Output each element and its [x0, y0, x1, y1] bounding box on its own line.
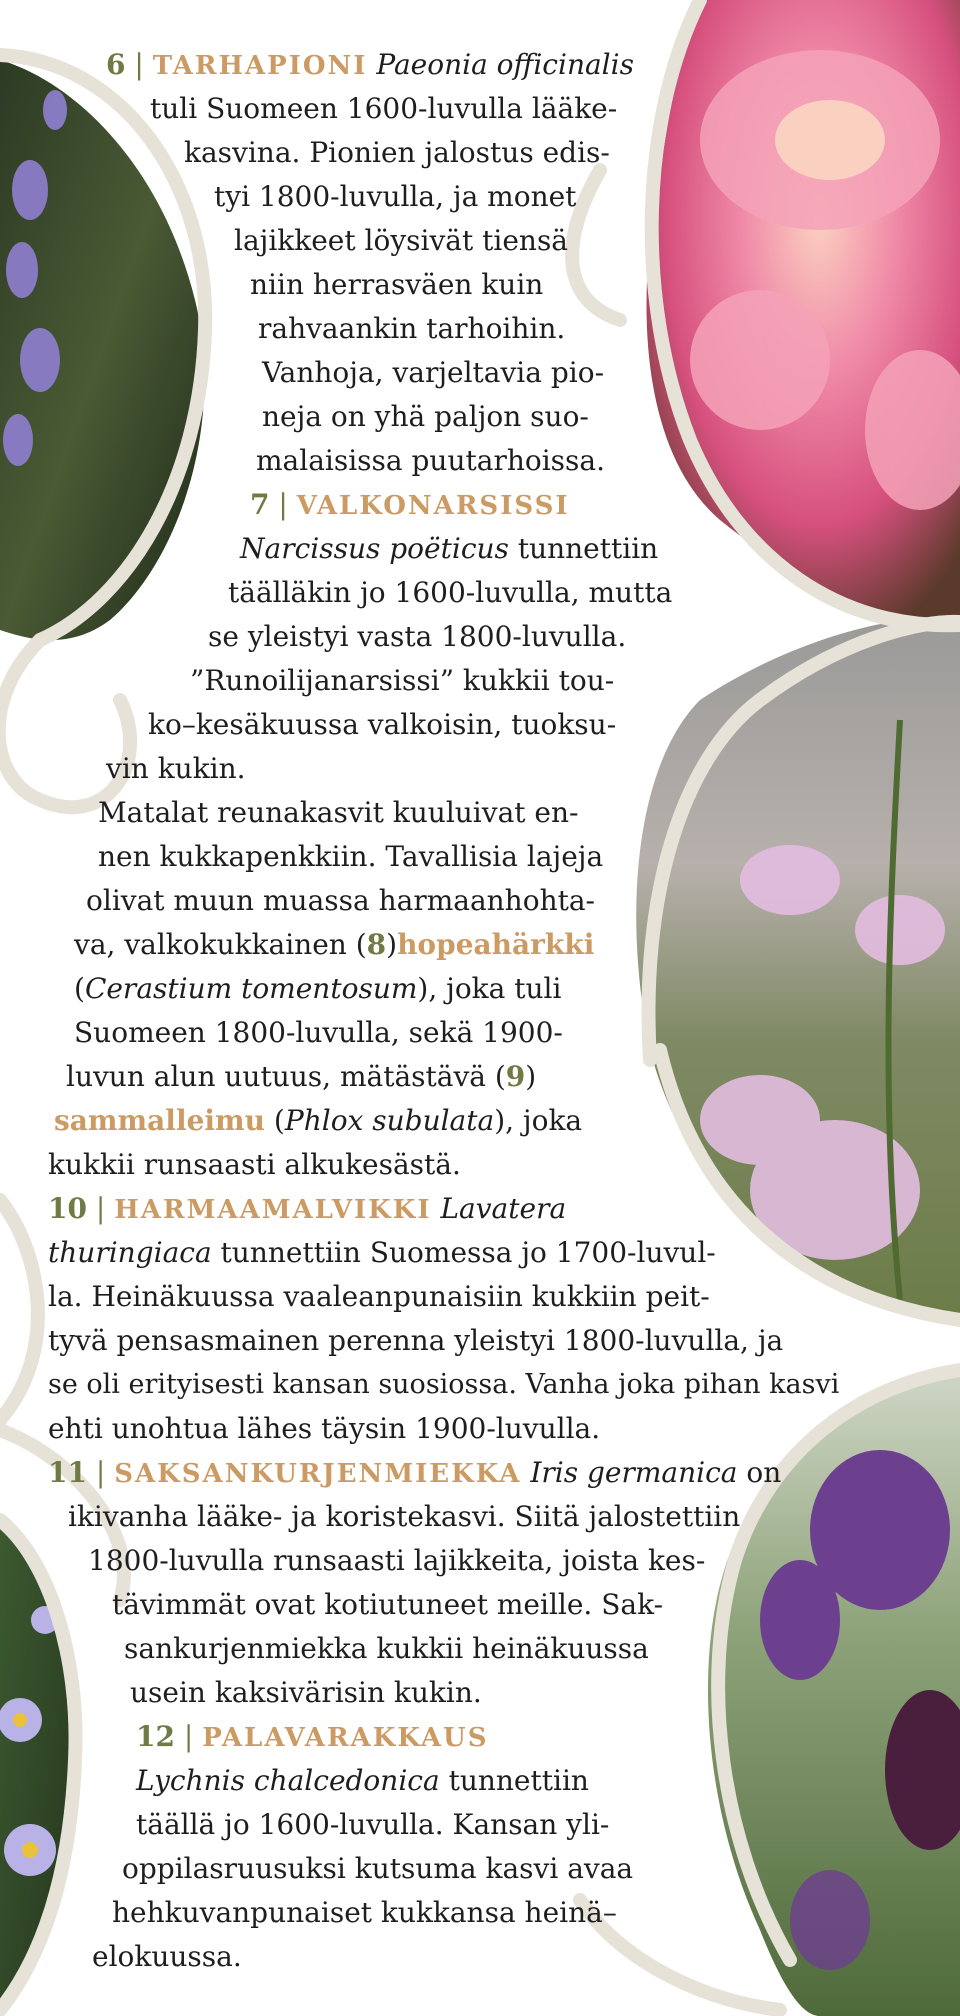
mallow-photo [636, 618, 960, 1320]
bellflower-photo [0, 60, 204, 640]
section-11-latin-name: Iris germanica [530, 1456, 738, 1489]
section-10-heading-line [48, 1188, 566, 1231]
paragraph-line [74, 924, 594, 966]
section-6-text-line: rahvaankin tarhoihin. [258, 312, 566, 345]
section-11-text-line: usein kaksivärisin kukin. [130, 1676, 482, 1709]
section-10-title: HARMAAMALVIKKI [114, 1195, 432, 1225]
section-12-text-line: elokuussa. [92, 1940, 242, 1973]
section-12-text: tunnettiin [448, 1764, 589, 1797]
section-12-number: 12 [136, 1720, 175, 1753]
paragraph-line [74, 968, 561, 1010]
paragraph-line: kukkii runsaasti alkukesästä. [48, 1148, 461, 1181]
section-12-latin-line [136, 1760, 589, 1802]
section-6-text-line: tuli Suomeen 1600-luvulla lääke- [150, 92, 618, 125]
section-11-title: SAKSANKURJENMIEKKA [114, 1459, 522, 1489]
paragraph-line [54, 1100, 582, 1142]
section-divider: | [95, 1192, 115, 1225]
section-7-latin-name: Narcissus poëticus [240, 532, 509, 565]
paragraph-text: va, valkokukkainen ( [74, 928, 367, 961]
section-11-heading-line [48, 1452, 781, 1495]
section-11-text-line: 1800-luvulla runsaasti lajikkeita, joista kes- [88, 1544, 706, 1577]
section-12-text-line: hehkuvanpunaiset kukkansa heinä– [112, 1896, 617, 1929]
section-7-heading-line [250, 484, 570, 527]
section-6-text-line: niin herrasväen kuin [250, 268, 544, 301]
section-7-text-line: ”Runoilijanarsissi” kukkii tou- [190, 664, 615, 697]
section-7-text-line: se yleistyi vasta 1800-luvulla. [208, 620, 627, 653]
section-10-text-line: ehti unohtua lähes täysin 1900-luvulla. [48, 1412, 601, 1445]
paragraph-line: Suomeen 1800-luvulla, sekä 1900- [74, 1016, 563, 1049]
section-7-text-line: täälläkin jo 1600-luvulla, mutta [228, 576, 673, 609]
paragraph-text: luvun alun uutuus, mätästävä ( [66, 1060, 506, 1093]
section-10-text-line: se oli erityisesti kansan suosiossa. Vanha joka pihan kasvi [48, 1369, 840, 1400]
section-divider: | [134, 48, 153, 81]
paragraph-text: ) [525, 1060, 537, 1093]
aster-photo [0, 1520, 70, 2000]
section-10-number: 10 [48, 1192, 87, 1225]
paragraph-text: ( [74, 972, 85, 1005]
section-divider: | [95, 1456, 115, 1489]
section-6-title: TARHAPIONI [152, 51, 368, 81]
section-7-title: VALKONARSISSI [296, 491, 570, 521]
section-12-text-line: oppilasruusuksi kutsuma kasvi avaa [122, 1852, 634, 1885]
section-10-text-line: tyvä pensasmainen perenna yleistyi 1800-luvulla, ja [48, 1324, 784, 1357]
section-11-text-line: tävimmät ovat kotiutuneet meille. Sak- [112, 1588, 664, 1621]
paragraph-text: ), joka [494, 1104, 583, 1137]
plant-8-name: hopeahärkki [397, 928, 595, 961]
plant-9-name: sammalleimu [54, 1104, 266, 1137]
section-12-latin-name: Lychnis chalcedonica [136, 1764, 440, 1797]
section-6-text-line: neja on yhä paljon suo- [262, 400, 589, 433]
section-10-latin-line [48, 1232, 716, 1274]
peony-photo [647, 0, 960, 625]
section-10-latin-name-part1: Lavatera [440, 1192, 567, 1225]
plant-9-number: 9 [505, 1060, 526, 1093]
section-divider: | [278, 488, 297, 521]
section-divider: | [183, 1720, 203, 1753]
paragraph-text: ) [386, 928, 398, 961]
section-6-number: 6 [106, 48, 126, 81]
section-7-text-line: ko–kesäkuussa valkoisin, tuoksu- [148, 708, 617, 741]
paragraph-line: nen kukkapenkkiin. Tavallisia lajeja [98, 840, 604, 873]
section-7-text: tunnettiin [517, 532, 659, 565]
section-6-latin-name: Paeonia officinalis [376, 48, 634, 81]
section-11-text: on [746, 1456, 782, 1489]
section-7-number: 7 [250, 488, 270, 521]
section-11-text-line: sankurjenmiekka kukkii heinäkuussa [124, 1632, 649, 1665]
section-6-text-line: malaisissa puutarhoissa. [256, 444, 606, 477]
section-6-text-line: lajikkeet löysivät tiensä [234, 224, 569, 257]
plant-8-number: 8 [366, 928, 387, 961]
section-10-text-line: la. Heinäkuussa vaaleanpunaisiin kukkiin peit- [48, 1280, 710, 1313]
section-11-number: 11 [48, 1456, 87, 1489]
paragraph-line: olivat muun muassa harmaanhohta- [86, 884, 596, 917]
section-7-latin-line [240, 528, 658, 570]
section-10-text: tunnettiin Suomessa jo 1700-luvul- [220, 1236, 716, 1269]
section-6-heading-line [106, 44, 634, 87]
paragraph-text: ( [273, 1104, 285, 1137]
section-10-latin-name-part2: thuringiaca [48, 1236, 212, 1269]
section-12-title: PALAVARAKKAUS [202, 1723, 489, 1753]
paragraph-text: ), joka tuli [417, 972, 562, 1005]
section-6-text-line: Vanhoja, varjeltavia pio- [262, 356, 605, 389]
paragraph-line [66, 1056, 536, 1098]
section-11-text-line: ikivanha lääke- ja koristekasvi. Siitä jalostettiin [68, 1500, 741, 1533]
plant-9-latin-name: Phlox subulata [284, 1104, 495, 1137]
section-6-text-line: tyi 1800-luvulla, ja monet [214, 180, 577, 213]
plant-8-latin-name: Cerastium tomentosum [84, 972, 418, 1005]
section-7-text-line: vin kukin. [106, 752, 246, 785]
section-12-heading-line [136, 1716, 489, 1759]
section-12-text-line: täällä jo 1600-luvulla. Kansan yli- [136, 1808, 610, 1841]
section-6-text-line: kasvina. Pionien jalostus edis- [184, 136, 610, 169]
paragraph-line: Matalat reunakasvit kuuluivat en- [98, 796, 579, 829]
